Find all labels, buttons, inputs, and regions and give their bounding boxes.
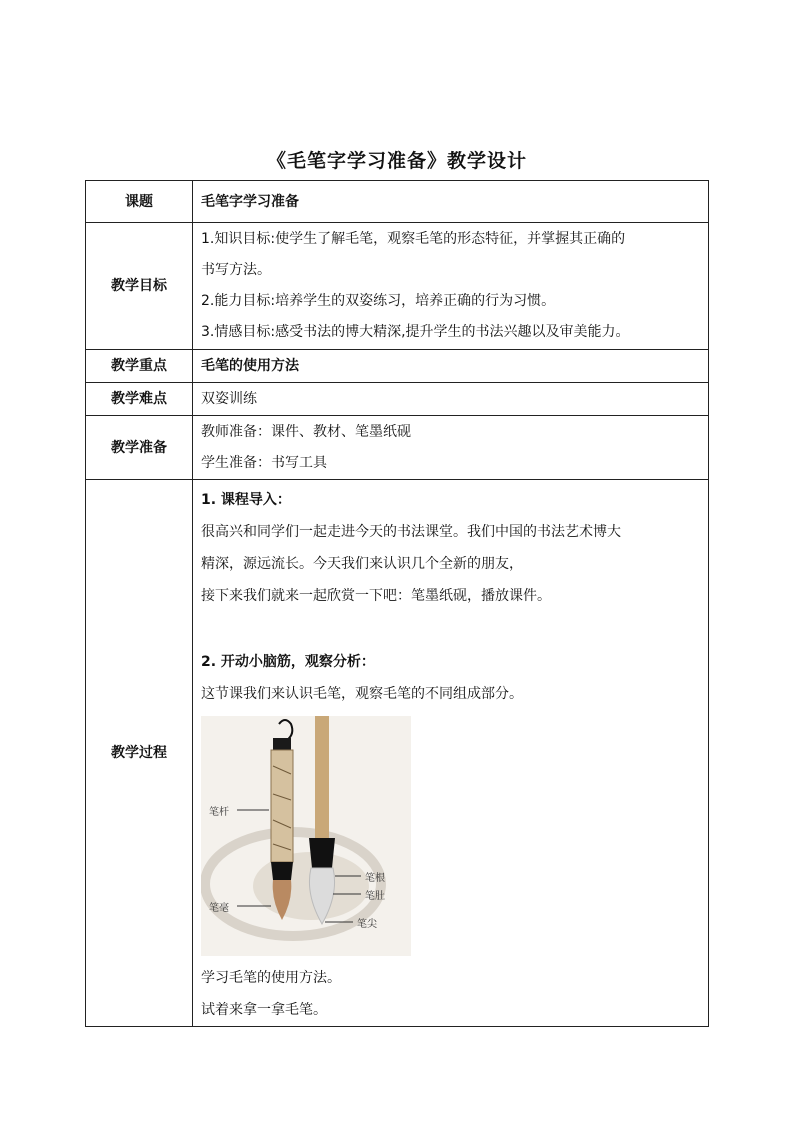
after-line: 试着来拿一拿毛笔。 bbox=[201, 1002, 327, 1018]
value-key: 毛笔的使用方法 bbox=[193, 350, 709, 383]
lesson-plan-table bbox=[85, 180, 709, 1027]
row-key bbox=[86, 350, 709, 383]
section1-heading: 1. 课程导入： bbox=[201, 492, 291, 508]
label-hair: 笔毫 bbox=[209, 903, 229, 914]
label-key: 教学重点 bbox=[86, 350, 193, 383]
label-goals: 教学目标 bbox=[86, 223, 193, 350]
row-process bbox=[86, 480, 709, 1027]
after-line: 学习毛笔的使用方法。 bbox=[201, 970, 341, 986]
goal-line: 1.知识目标:使学生了解毛笔，观察毛笔的形态特征，并掌握其正确的 bbox=[201, 231, 626, 247]
value-process bbox=[193, 480, 709, 1027]
label-belly: 笔肚 bbox=[365, 891, 385, 902]
label-shaft: 笔杆 bbox=[209, 807, 229, 818]
prep-line: 学生准备：书写工具 bbox=[201, 454, 327, 471]
row-prep bbox=[86, 416, 709, 480]
value-prep bbox=[193, 416, 709, 480]
label-root: 笔根 bbox=[365, 873, 385, 884]
prep-line: 教师准备：课件、教材、笔墨纸砚 bbox=[201, 423, 411, 440]
row-difficulty bbox=[86, 383, 709, 416]
page-title: 《毛笔字学习准备》教学设计 bbox=[266, 150, 527, 172]
spacer bbox=[201, 612, 700, 646]
label-difficulty: 教学难点 bbox=[86, 383, 193, 416]
value-topic: 毛笔字学习准备 bbox=[193, 181, 709, 223]
brush-anatomy-figure bbox=[201, 716, 411, 956]
goal-line: 书写方法。 bbox=[201, 262, 271, 278]
brush-illustration bbox=[201, 716, 411, 956]
section1-line: 精深，源远流长。今天我们来认识几个全新的朋友， bbox=[201, 556, 523, 572]
value-goals bbox=[193, 223, 709, 350]
section2-line: 这节课我们来认识毛笔，观察毛笔的不同组成部分。 bbox=[201, 686, 523, 702]
label-process: 教学过程 bbox=[86, 480, 193, 1027]
label-prep: 教学准备 bbox=[86, 416, 193, 480]
value-difficulty: 双姿训练 bbox=[193, 383, 709, 416]
row-topic bbox=[86, 181, 709, 223]
section1-line: 很高兴和同学们一起走进今天的书法课堂。我们中国的书法艺术博大 bbox=[201, 524, 621, 540]
label-topic: 课题 bbox=[86, 181, 193, 223]
label-tip: 笔尖 bbox=[357, 919, 377, 930]
goal-line: 2.能力目标:培养学生的双姿练习，培养正确的行为习惯。 bbox=[201, 293, 556, 309]
section1-line: 接下来我们就来一起欣赏一下吧：笔墨纸砚，播放课件。 bbox=[201, 588, 551, 604]
section2-heading: 2. 开动小脑筋，观察分析： bbox=[201, 654, 375, 670]
goal-line: 3.情感目标:感受书法的博大精深,提升学生的书法兴趣以及审美能力。 bbox=[201, 324, 630, 340]
row-goals bbox=[86, 223, 709, 350]
